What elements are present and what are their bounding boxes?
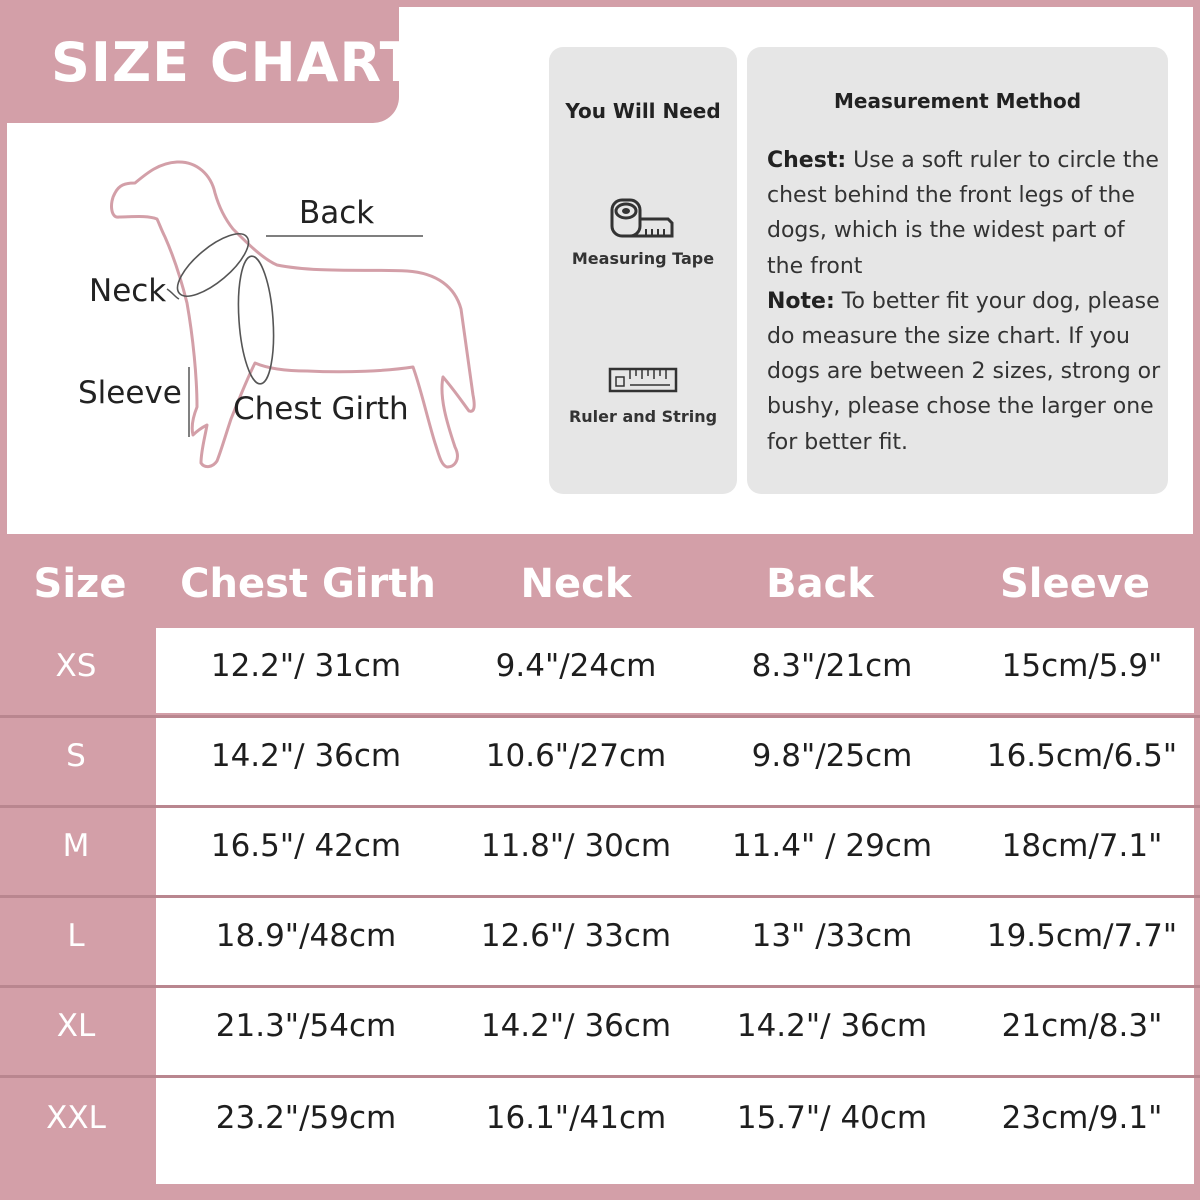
- page-title: SIZE CHART: [51, 31, 418, 94]
- chest-cell: 18.9"/48cm: [215, 918, 397, 954]
- neck-label: Neck: [89, 273, 167, 309]
- chest-cell: 16.5"/ 42cm: [210, 828, 402, 864]
- chest-cell: 23.2"/59cm: [215, 1100, 397, 1136]
- dog-measurement-diagram: [7, 7, 527, 534]
- chest-girth-label: Chest Girth: [233, 391, 409, 427]
- row-divider: [0, 805, 1200, 808]
- row-divider: [0, 985, 1200, 988]
- chest-note-label: Chest:: [767, 148, 847, 173]
- sleeve-cell: 23cm/9.1": [1001, 1100, 1163, 1136]
- neck-cell: 14.2"/ 36cm: [480, 1008, 672, 1044]
- dog-illustration: [7, 7, 527, 534]
- sleeve-cell: 16.5cm/6.5": [986, 738, 1178, 774]
- chest-cell: 12.2"/ 31cm: [210, 648, 402, 684]
- header-back: Back: [766, 561, 874, 607]
- neck-cell: 9.4"/24cm: [495, 648, 657, 684]
- size-cell: S: [66, 738, 86, 774]
- note-text: To better fit your dog, please do measure the size chart. If you dogs are between 2 sizes, strong or bushy, please chose the larger one for better fit.: [767, 288, 1161, 455]
- measurement-method-card: [747, 47, 1168, 494]
- row-divider: [0, 895, 1200, 898]
- top-panel: [7, 7, 1193, 534]
- header-sleeve: Sleeve: [1000, 561, 1150, 607]
- sleeve-cell: 18cm/7.1": [1001, 828, 1163, 864]
- size-cell: M: [62, 828, 90, 864]
- back-cell: 11.4" / 29cm: [731, 828, 933, 864]
- measuring-tape-label: Measuring Tape: [571, 249, 715, 268]
- back-cell: 14.2"/ 36cm: [736, 1008, 928, 1044]
- sleeve-label: Sleeve: [78, 375, 182, 411]
- size-table: [0, 540, 1200, 1200]
- you-will-need-title: You Will Need: [565, 99, 721, 123]
- back-label: Back: [299, 195, 375, 231]
- row-divider: [0, 715, 1200, 718]
- back-cell: 8.3"/21cm: [751, 648, 913, 684]
- neck-cell: 11.8"/ 30cm: [480, 828, 672, 864]
- measurement-method-title: Measurement Method: [833, 89, 1082, 113]
- chest-note-text: Use a soft ruler to circle the chest behind the front legs of the dogs, which is the widest part of the front: [767, 148, 1159, 279]
- tool-measuring-tape: [549, 197, 737, 268]
- row-divider: [0, 1075, 1200, 1078]
- neck-cell: 16.1"/41cm: [485, 1100, 667, 1136]
- sleeve-cell: 21cm/8.3": [1001, 1008, 1163, 1044]
- size-cell: XXL: [46, 1100, 106, 1136]
- back-cell: 9.8"/25cm: [751, 738, 913, 774]
- measurement-method-text: [767, 143, 1162, 460]
- header-size: Size: [33, 561, 127, 607]
- header-neck: Neck: [520, 561, 632, 607]
- neck-cell: 10.6"/27cm: [485, 738, 667, 774]
- sleeve-cell: 19.5cm/7.7": [986, 918, 1178, 954]
- back-cell: 15.7"/ 40cm: [736, 1100, 928, 1136]
- size-cell: XL: [56, 1008, 96, 1044]
- chest-cell: 14.2"/ 36cm: [210, 738, 402, 774]
- back-cell: 13" /33cm: [751, 918, 913, 954]
- you-will-need-card: [549, 47, 737, 494]
- ruler-label: Ruler and String: [568, 407, 718, 426]
- tool-ruler: [549, 367, 737, 426]
- note-label: Note:: [767, 288, 835, 314]
- header-chest-girth: Chest Girth: [180, 561, 436, 607]
- neck-cell: 12.6"/ 33cm: [480, 918, 672, 954]
- ruler-icon: [608, 367, 678, 393]
- size-cell: L: [67, 918, 85, 954]
- measuring-tape-icon: [610, 197, 676, 243]
- chest-cell: 21.3"/54cm: [215, 1008, 397, 1044]
- sleeve-cell: 15cm/5.9": [1001, 648, 1163, 684]
- chest-girth-line: [235, 255, 278, 385]
- size-cell: XS: [55, 648, 97, 684]
